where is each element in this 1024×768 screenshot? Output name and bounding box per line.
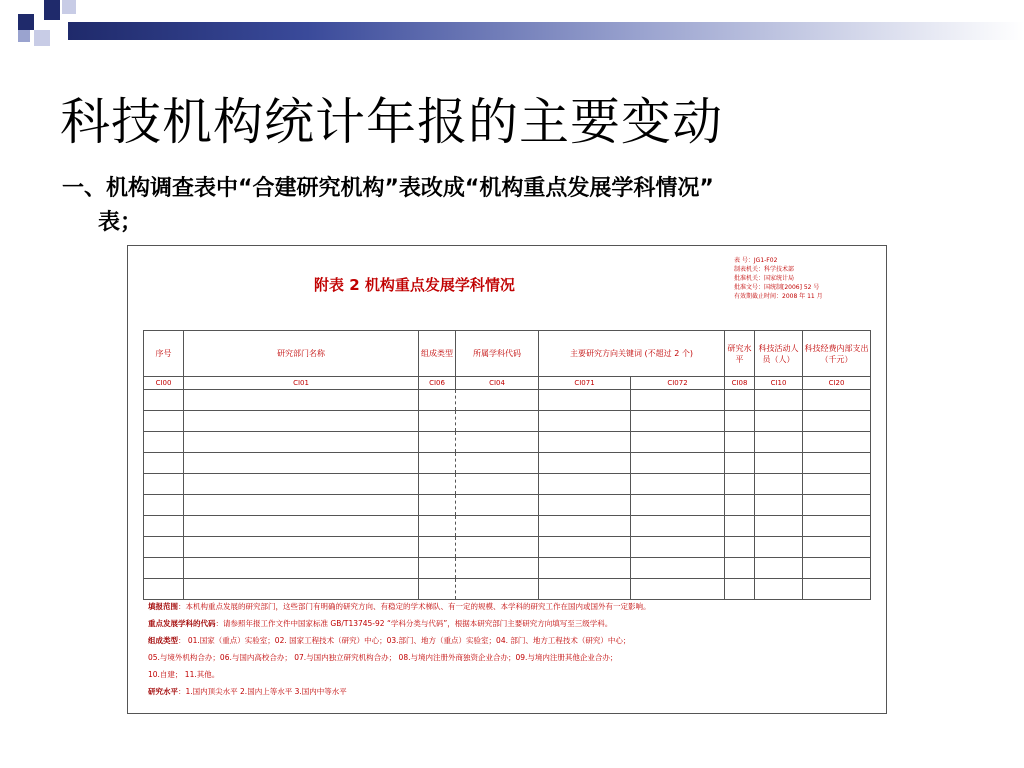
- code-cell: CI072: [631, 377, 725, 390]
- header-cell: 科技活动人员（人）: [755, 331, 803, 377]
- note-label: 填报范围: [148, 602, 178, 611]
- slide-title: 科技机构统计年报的主要变动: [60, 93, 723, 151]
- corner-square-4: [34, 30, 50, 46]
- note-text: ：请参照年报工作文件中国家标准 GB/T13745-92 “学科分类与代码”，根据本研究部门主要研究方向填写至三级学科。: [215, 619, 613, 628]
- table-row: [144, 516, 871, 537]
- table-row: [144, 474, 871, 495]
- form-image: [127, 245, 887, 714]
- table-row: [144, 411, 871, 432]
- table-row: [144, 495, 871, 516]
- code-cell: CI08: [725, 377, 755, 390]
- form-title: 附表 2 机构重点发展学科情况: [314, 276, 515, 294]
- form-table: [143, 330, 871, 600]
- code-cell: CI00: [144, 377, 184, 390]
- table-row: [144, 432, 871, 453]
- bullet-text: [62, 172, 962, 240]
- header-cell: 序号: [144, 331, 184, 377]
- table-code-row: [144, 377, 871, 390]
- meta-line: 制表机关：科学技术部: [734, 266, 795, 273]
- note-type-2: 05.与境外机构合办；06.与国内高校合办； 07.与国内独立研究机构合办； 08.与境内注册外商独资企业合办；09.与境内注册其他企业合办；: [148, 653, 618, 662]
- meta-line: 有效期截止时间：2008 年 11 月: [734, 293, 823, 300]
- note-fill-scope: [148, 598, 878, 615]
- meta-line: 批准文号：国统制[2006] 52 号: [734, 284, 820, 291]
- table-row: [144, 453, 871, 474]
- note-text: ：本机构重点发展的研究部门，这些部门有明确的研究方向、有稳定的学术梯队、有一定的规模、本学科的研究工作在国内或国外有一定影响。: [178, 602, 651, 611]
- code-cell: CI06: [419, 377, 456, 390]
- header-cell: 所属学科代码: [456, 331, 539, 377]
- note-text: ：1.国内顶尖水平 2.国内上等水平 3.国内中等水平: [178, 687, 347, 696]
- table-row: [144, 558, 871, 579]
- code-cell: CI071: [539, 377, 631, 390]
- header-cell: 研究水平: [725, 331, 755, 377]
- header-cell: 研究部门名称: [184, 331, 419, 377]
- note-level: [148, 683, 878, 700]
- note-label: 重点发展学科的代码: [148, 619, 216, 628]
- note-label: 研究水平: [148, 687, 178, 696]
- code-cell: CI10: [755, 377, 803, 390]
- table-row: [144, 579, 871, 600]
- table-header-row: [144, 331, 871, 377]
- form-meta: [734, 256, 823, 301]
- form-notes: [148, 598, 878, 700]
- table-row: [144, 390, 871, 411]
- note-label: 组成类型: [148, 636, 178, 645]
- corner-square-5: [18, 30, 30, 42]
- corner-square-2: [44, 0, 60, 20]
- bullet-line-1: 一、机构调查表中“合建研究机构”表改成“机构重点发展学科情况”: [62, 176, 714, 201]
- bullet-line-2: 表；: [98, 210, 143, 235]
- meta-line: 表 号：JG1-F02: [734, 257, 778, 264]
- note-text: ： 01.国家（重点）实验室；02. 国家工程技术（研究）中心；03.部门、地方（重点）实验室；04. 部门、地方工程技术（研究）中心；: [178, 636, 631, 645]
- header-cell: 组成类型: [419, 331, 456, 377]
- code-cell: CI01: [184, 377, 419, 390]
- note-type-3: 10.自建； 11.其他。: [148, 670, 220, 679]
- code-cell: CI04: [456, 377, 539, 390]
- header-cell: 科技经费内部支出（千元）: [803, 331, 871, 377]
- table-row: [144, 537, 871, 558]
- code-cell: CI20: [803, 377, 871, 390]
- note-type: [148, 632, 878, 649]
- corner-square-3: [62, 0, 76, 14]
- header-gradient-bar: [68, 22, 1024, 40]
- meta-line: 批准机关：国家统计局: [734, 275, 795, 282]
- header-cell: 主要研究方向关键词 (不超过 2 个): [539, 331, 725, 377]
- note-discipline: [148, 615, 878, 632]
- corner-square-1: [18, 14, 34, 30]
